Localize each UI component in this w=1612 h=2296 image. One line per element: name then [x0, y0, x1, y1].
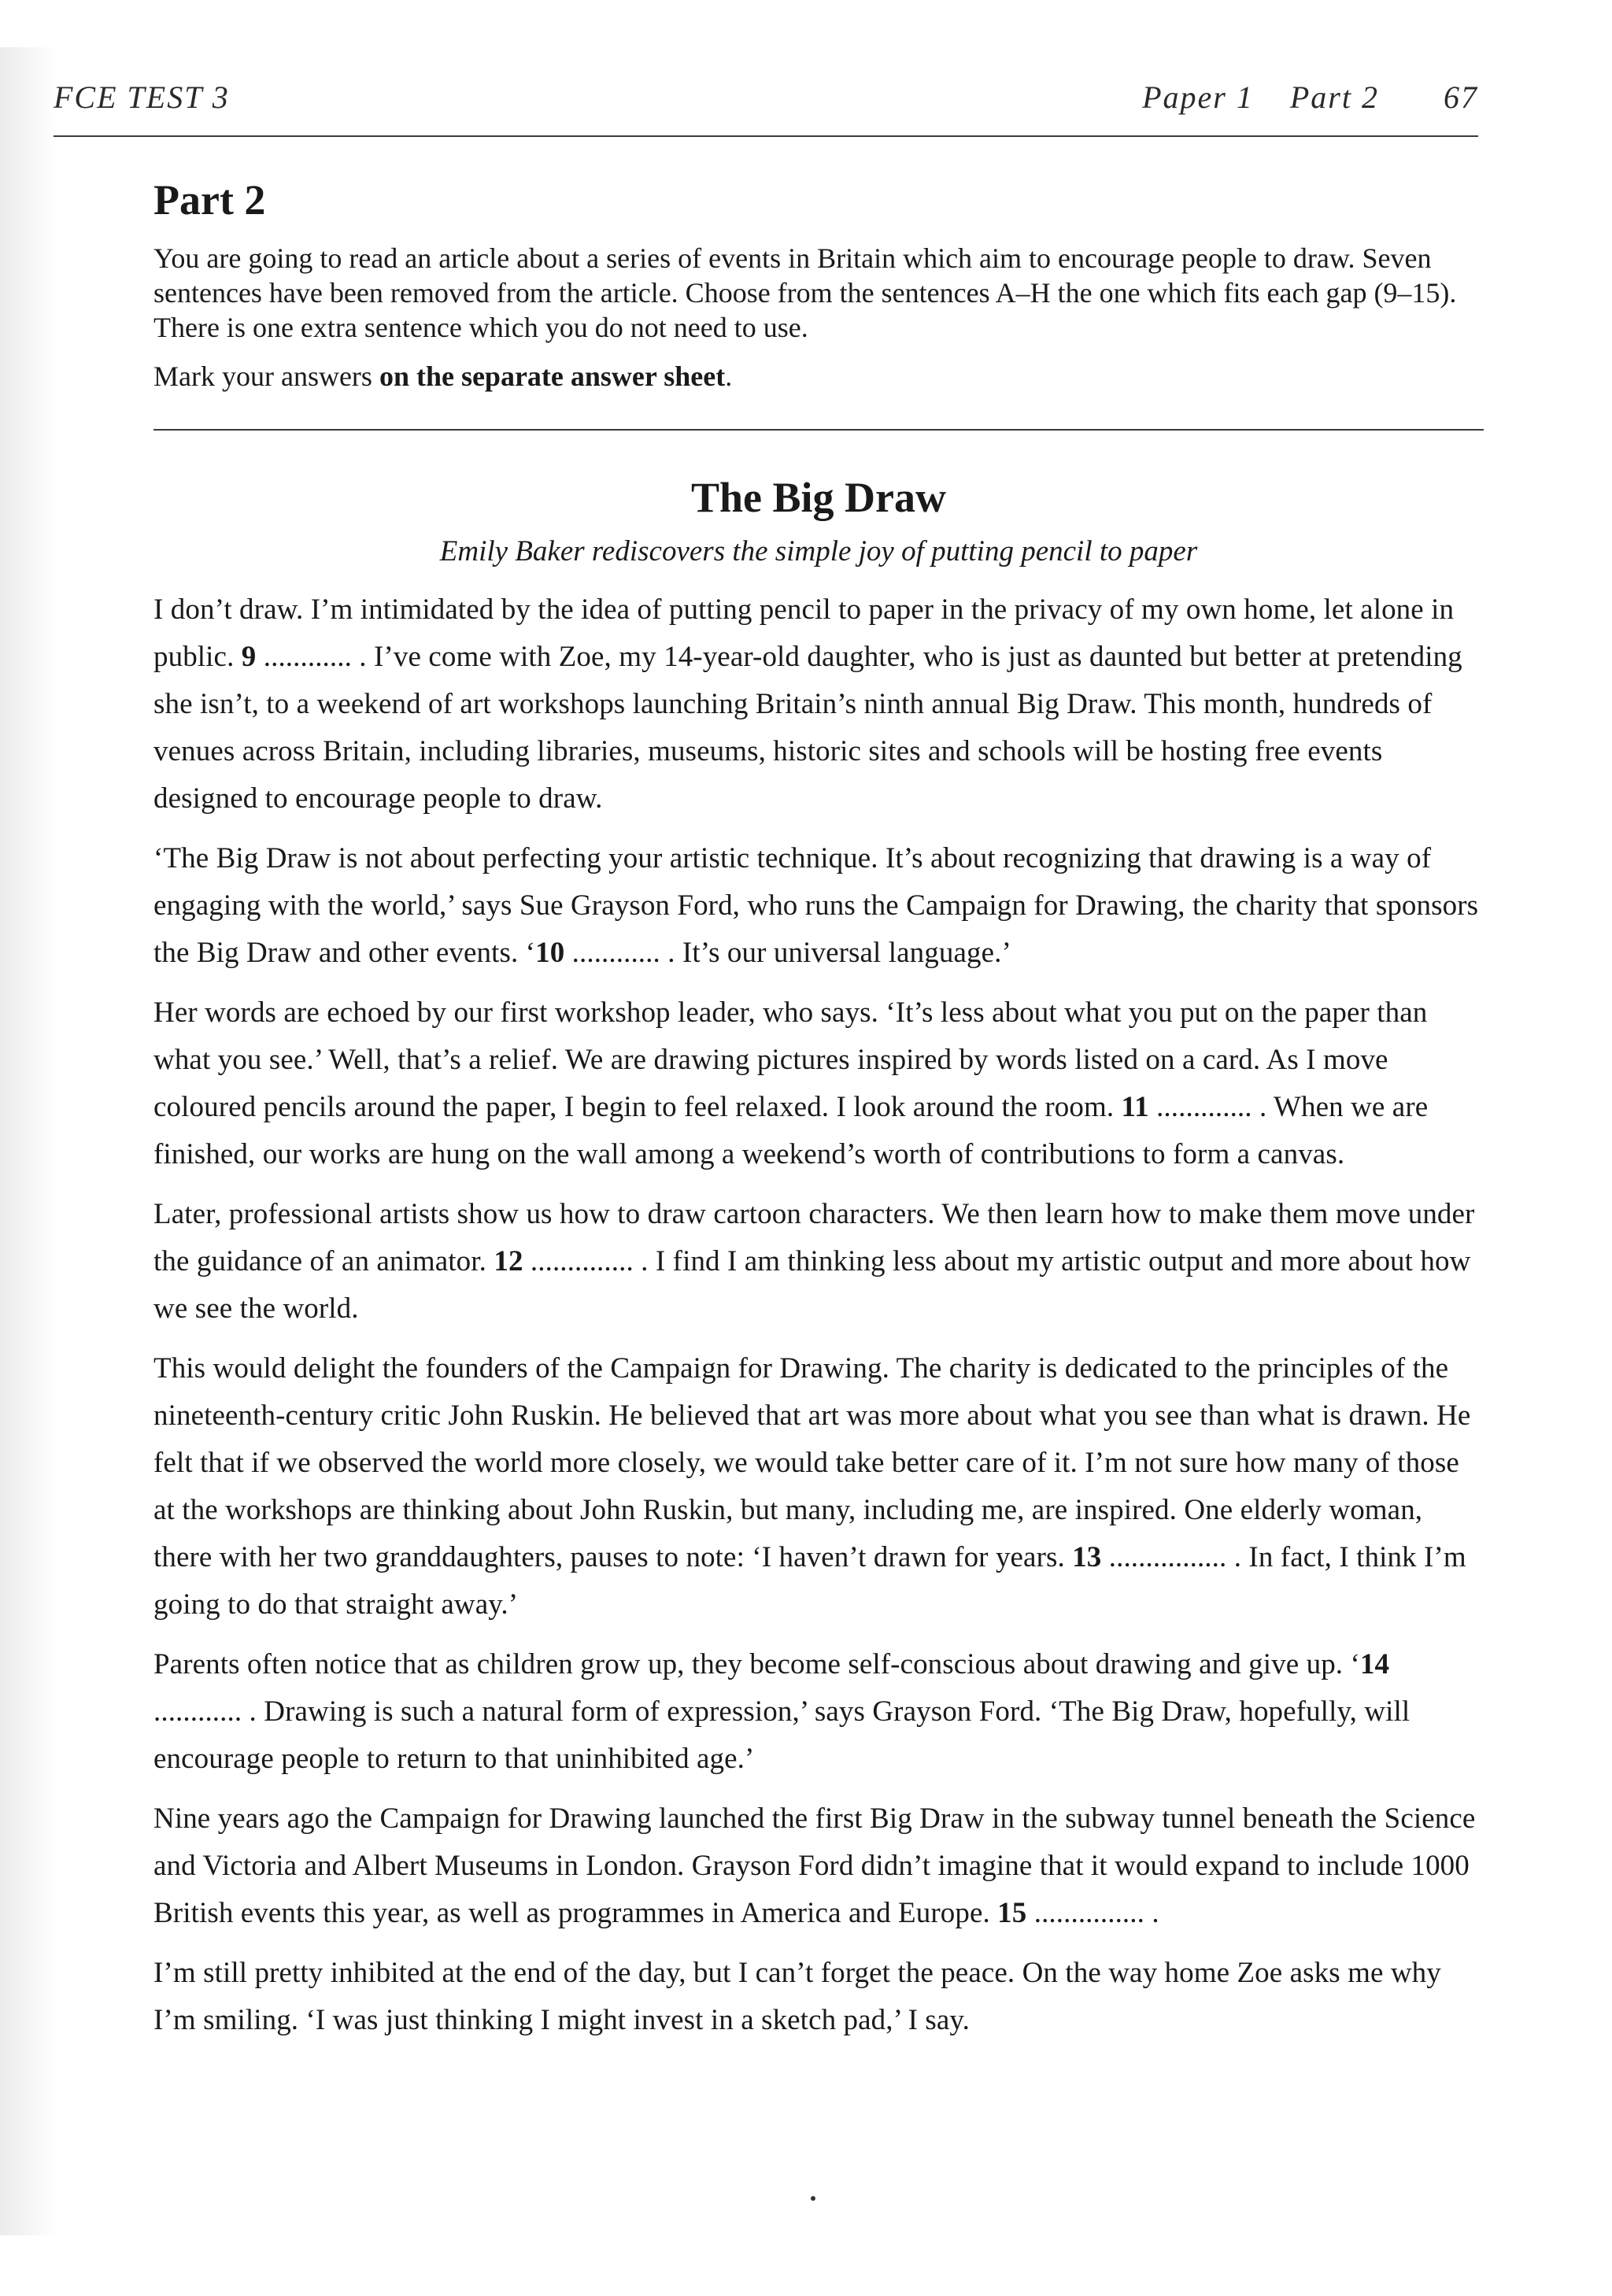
- text: I don’t draw. I’m intimidated by the idea of putting pencil to paper in the privacy of my own home, let alone in public.: [153, 593, 1455, 674]
- gap-15: 15: [997, 1897, 1027, 1930]
- gap-dots: ............ .: [153, 1695, 264, 1728]
- text: It’s our universal language.’: [682, 937, 1011, 970]
- paragraph-2: [153, 835, 1484, 977]
- gap-dots: ............. .: [1148, 1091, 1274, 1124]
- text: Her words are echoed by our first workshop leader, who says. ‘It’s less about what you put on the paper than what you see.’ Well, that’s a relief. We are drawing pictures inspired by words listed on a card. As I move coloured pencils around the paper, I begin to feel relaxed. I look around the room.: [153, 996, 1428, 1124]
- gap-13: 13: [1072, 1541, 1102, 1574]
- paragraph-8: I’m still pretty inhibited at the end of the day, but I can’t forget the peace. On the way home Zoe asks me why I’m smiling. ‘I was just thinking I might invest in a sketch pad,’ I say.: [153, 1957, 1441, 2037]
- mark-answers-note: [153, 359, 1484, 394]
- paragraph-7: [153, 1795, 1484, 1937]
- text: I’ve come with Zoe, my 14-year-old daughter, who is just as daunted but better at pretending she isn’t, to a weekend of art workshops launching Britain’s ninth annual Big Draw. This month, hundreds of venues across Britain, including libraries, museums, historic sites and schools will be hosting free events designed to encourage people to draw.: [153, 641, 1462, 815]
- section-intro: [153, 177, 1484, 394]
- text: Later, professional artists show us how to draw cartoon characters. We then learn how to make them move under the guidance of an animator.: [153, 1198, 1475, 1278]
- text: Nine years ago the Campaign for Drawing launched the first Big Draw in the subway tunnel beneath the Science and Victoria and Albert Museums in London. Grayson Ford didn’t imagine that it would expand to include 1000 British events this year, as well as programmes in America and Europe.: [153, 1802, 1476, 1930]
- instructions: You are going to read an article about a series of events in Britain which aim to encourage people to draw. Seven sentences have been removed from the article. Choose from the sentences A–H the one which fits each gap (9–15). There is one extra sentence which you do not need to use.: [153, 242, 1457, 344]
- mark-suffix: .: [725, 360, 733, 393]
- page-header: [54, 79, 1478, 126]
- gap-11: 11: [1121, 1091, 1149, 1124]
- paragraph-6: [153, 1641, 1484, 1783]
- text: ‘The Big Draw is not about perfecting your artistic technique. It’s about recognizing that drawing is a way of engaging with the world,’ says Sue Grayson Ford, who runs the Campaign for Drawing, the charity that sponsors the Big Draw and other events. ‘: [153, 842, 1479, 970]
- test-label: FCE TEST 3: [54, 79, 230, 115]
- text: Parents often notice that as children grow up, they become self-conscious about drawing and give up. ‘: [153, 1648, 1360, 1681]
- gap-10: 10: [535, 937, 565, 970]
- page-number: 67: [1444, 79, 1478, 115]
- gap-dots: ................ .: [1101, 1541, 1249, 1574]
- paragraph-3: [153, 989, 1484, 1178]
- mark-bold: on the separate answer sheet: [379, 360, 726, 393]
- text: When we are finished, our works are hung on the wall among a weekend’s worth of contributions to form a canvas.: [153, 1091, 1429, 1171]
- mark-prefix: Mark your answers: [153, 360, 379, 393]
- gap-14: 14: [1359, 1648, 1390, 1681]
- gap-dots: .............. .: [523, 1245, 656, 1278]
- section-title: Part 2: [153, 176, 266, 224]
- text: I find I am thinking less about my artistic output and more about how we see the world.: [153, 1245, 1471, 1325]
- text: This would delight the founders of the Campaign for Drawing. The charity is dedicated to the principles of the nineteenth-century critic John Ruskin. He believed that art was more about what you see than what is drawn. He felt that if we observed the world more closely, we would take better care of it. I’m not sure how many of those at the workshops are thinking about John Ruskin, but many, including me, are inspired. One elderly woman, there with her two granddaughters, pauses to note: ‘I haven’t drawn for years.: [153, 1352, 1471, 1574]
- paper-label: Paper 1: [1142, 79, 1254, 115]
- text: Drawing is such a natural form of expression,’ says Grayson Ford. ‘The Big Draw, hopefully, will encourage people to return to that uninhibited age.’: [153, 1695, 1410, 1776]
- gap-dots: ............... .: [1026, 1897, 1159, 1930]
- header-divider: [54, 135, 1478, 137]
- part-label: Part 2: [1289, 79, 1379, 115]
- gap-9: 9: [241, 641, 257, 674]
- gap-12: 12: [494, 1245, 523, 1278]
- section-divider: [153, 429, 1484, 431]
- header-right: [1142, 79, 1478, 116]
- paragraph-5: [153, 1345, 1484, 1629]
- article-title: The Big Draw: [691, 474, 946, 521]
- article-subtitle: Emily Baker rediscovers the simple joy of putting pencil to paper: [439, 534, 1198, 568]
- gap-dots: ............ .: [564, 937, 682, 970]
- print-speck: [811, 2196, 815, 2201]
- paragraph-4: [153, 1191, 1484, 1333]
- gap-dots: ............ .: [256, 641, 375, 674]
- article: [153, 472, 1484, 2057]
- book-spine-shadow: [0, 47, 55, 2235]
- text: In fact, I think I’m going to do that straight away.’: [153, 1541, 1466, 1621]
- paragraph-1: [153, 586, 1484, 823]
